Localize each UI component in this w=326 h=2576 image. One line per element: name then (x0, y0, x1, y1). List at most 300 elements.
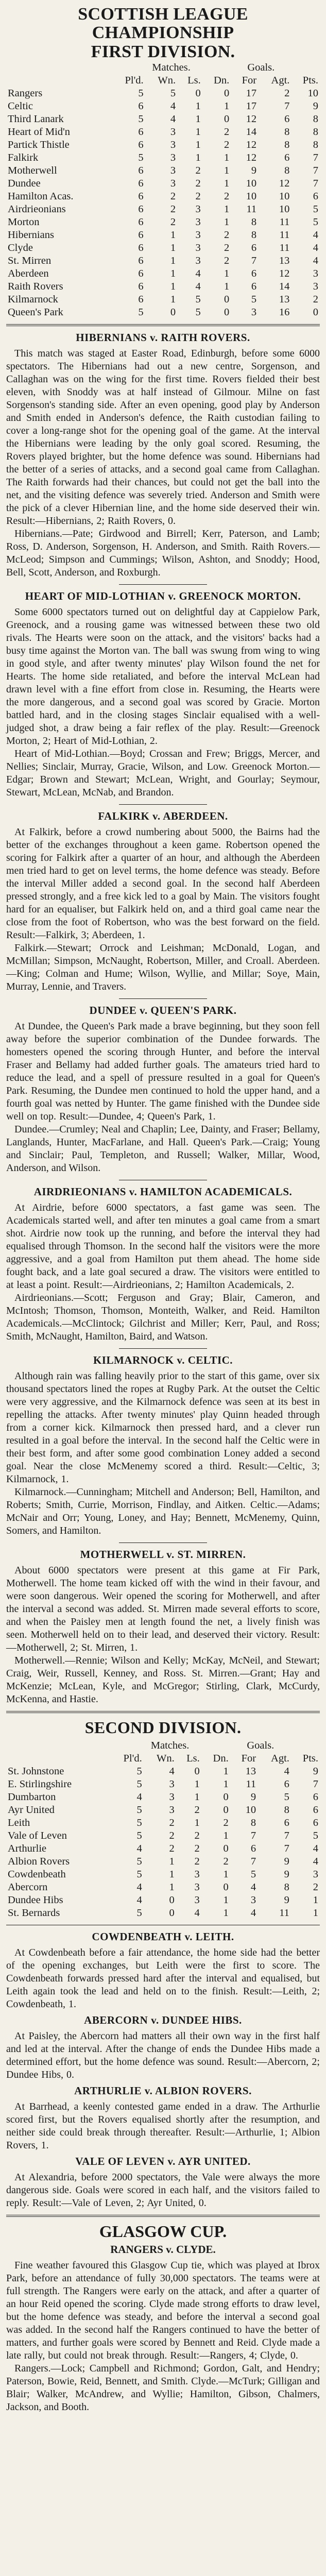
cell-pld: 5 (136, 1830, 142, 1842)
cell-agt: 10 (279, 191, 290, 202)
cell-agt: 6 (284, 152, 290, 164)
cell-pts: 9 (313, 1766, 318, 1777)
cell-dn: 1 (224, 281, 230, 293)
col-pld: Pl'd. (123, 1753, 142, 1765)
cell-pld: 6 (138, 268, 144, 280)
cell-pld: 6 (138, 281, 144, 293)
team-name: St. Johnstone (8, 1766, 64, 1777)
team-name: Raith Rovers (8, 281, 63, 293)
table-row (6, 1868, 320, 1881)
table-row (6, 1804, 320, 1817)
cell-for: 6 (251, 281, 257, 293)
cell-ls: 1 (195, 126, 201, 138)
cell-dn: 2 (224, 191, 230, 202)
col-agt: Agt. (271, 75, 290, 87)
report-heading: FALKIRK v. ABERDEEN. (98, 810, 228, 823)
result-body: At Alexandria, before 2000 spectators, the Vale were always the more dangerous side. Goals were scored in each half, and the visitors failed to reply. Result:—Vale of Leven, 2; Ayr United, 0. (6, 2172, 320, 2209)
cell-for: 9 (250, 1791, 256, 1803)
cell-pld: 4 (136, 1894, 142, 1906)
cell-wn: 1 (170, 281, 176, 293)
cell-ls: 1 (194, 1778, 200, 1790)
first-division-title-line1: SCOTTISH LEAGUE CHAMPIONSHIP (78, 5, 248, 42)
section-rule (6, 2215, 320, 2217)
cell-dn: 2 (224, 126, 230, 138)
cell-wn: 1 (170, 255, 176, 267)
col-for: For (241, 1753, 256, 1765)
cell-pld: 5 (138, 307, 144, 318)
cell-agt: 6 (284, 1778, 289, 1790)
cell-for: 7 (250, 1830, 256, 1842)
cell-pld: 6 (138, 294, 144, 306)
cell-dn: 1 (224, 100, 230, 112)
col-wn: Wn. (157, 1753, 175, 1765)
table-row (6, 1894, 320, 1907)
cell-for: 14 (246, 126, 257, 138)
table-row (6, 1791, 320, 1804)
cell-ls: 4 (194, 1907, 200, 1919)
cell-ls: 5 (195, 294, 201, 306)
second-division-result (6, 2155, 320, 2210)
cell-pld: 6 (138, 191, 144, 202)
cell-pts: 4 (313, 255, 318, 267)
team-name: Vale of Leven (8, 1830, 67, 1842)
table-row (6, 190, 320, 203)
cell-agt: 8 (284, 1804, 289, 1816)
report-heading: KILMARNOCK v. CELTIC. (93, 1354, 233, 1367)
cell-pts: 1 (313, 1907, 318, 1919)
col-dn: Dn. (214, 75, 230, 87)
team-name: Aberdeen (8, 268, 49, 280)
cell-wn: 2 (170, 191, 176, 202)
cell-for: 10 (246, 178, 257, 190)
table-row (6, 216, 320, 229)
cell-pld: 6 (138, 204, 144, 215)
first-division-columns (6, 74, 320, 87)
cell-dn: 1 (223, 1894, 229, 1906)
glasgow-cup-title: GLASGOW CUP. (99, 2222, 227, 2241)
report-heading: HEART OF MID-LOTHIAN v. GREENOCK MORTON. (25, 590, 301, 603)
cell-wn: 2 (169, 1843, 175, 1855)
cell-pts: 2 (313, 1882, 318, 1893)
cell-for: 10 (245, 1804, 256, 1816)
first-division-title-line2: FIRST DIVISION. (91, 42, 235, 62)
team-name: Heart of Mid'n (8, 126, 70, 138)
cell-agt: 13 (279, 294, 290, 306)
match-report (6, 810, 320, 999)
result-heading: COWDENBEATH v. LEITH. (92, 1930, 234, 1943)
team-name: St. Mirren (8, 255, 52, 267)
table-row (6, 242, 320, 255)
cell-pld: 4 (136, 1791, 142, 1803)
cell-dn: 1 (223, 1766, 229, 1777)
cell-pts: 9 (313, 100, 318, 112)
cell-pts: 7 (313, 165, 318, 177)
cell-dn: 0 (224, 307, 230, 318)
cell-ls: 2 (195, 191, 201, 202)
cell-pts: 6 (313, 1804, 318, 1816)
report-heading: MOTHERWELL v. ST. MIRREN. (80, 1548, 246, 1561)
cell-wn: 3 (170, 126, 176, 138)
cell-wn: 1 (170, 229, 176, 241)
cell-pld: 4 (136, 1843, 142, 1855)
cell-for: 5 (250, 1869, 256, 1880)
report-teams: Dundee.—Crumley; Neal and Chaplin; Lee, Dainty, and Fraser; Bellamy, Langlands, Hunter, MacFarlane, and Hall. Queen's Park.—Craig; Young and Sinclair; Paul, Templeton, and Russell; Walker, Millar, Wood, Anderson, and Wilson. (6, 1124, 320, 1174)
second-division-results (6, 1930, 320, 2210)
cell-pld: 6 (138, 216, 144, 228)
cell-ls: 3 (194, 1894, 200, 1906)
cell-ls: 5 (195, 307, 201, 318)
table-row (6, 100, 320, 113)
cell-pld: 6 (138, 242, 144, 254)
table-row (6, 1881, 320, 1894)
cell-agt: 9 (284, 1894, 289, 1906)
cell-dn: 1 (223, 1907, 229, 1919)
team-name: Kilmarnock (8, 294, 58, 306)
table-row (6, 293, 320, 306)
glasgow-cup-teams: Rangers.—Lock; Campbell and Richmond; Gordon, Galt, and Hendry; Paterson, Bowie, Reid, Bennett, and Smith. Clyde.—McTurk; Gilligan and Blair; Walker, McAndrew, and Wyllie; Hamilton, Gibson, Chalmers, Jackson, and Booth. (6, 2363, 320, 2413)
cell-agt: 12 (279, 268, 290, 280)
cell-pld: 5 (136, 1778, 142, 1790)
second-division-title: SECOND DIVISION. (84, 1718, 242, 1737)
col-dn: Dn. (213, 1753, 229, 1765)
col-agt: Agt. (271, 1753, 289, 1765)
col-for: For (242, 75, 257, 87)
cell-ls: 4 (195, 268, 201, 280)
cell-for: 4 (250, 1907, 256, 1919)
cell-dn: 1 (223, 1778, 229, 1790)
cell-ls: 0 (194, 1766, 200, 1777)
second-division-header-group (6, 1739, 320, 1752)
goals-label: Goals. (247, 1740, 274, 1752)
report-body: Some 6000 spectators turned out on delightful day at Cappielow Park, Greenock, and a rousing game was witnessed between these two old rivals. The Hearts were soon on the attack, and the visitors' backs had a busy time against the Morton van. The ball was swung from wing to wing in good style, and after twenty minutes' play Wilson found the net for Hearts. The home side retaliated, and before the interval McLean had drawn level with a fine effort from close in. Resuming, the Hearts were the more dangerous, and a second goal was scored by Gracie. Morton battled hard, and in the closing stages Sinclair equalised with a well-judged shot, a draw being a fair reflex of the play. Result:—Greenock Morton, 2; Heart of Mid-Lothian, 2. (6, 606, 320, 747)
cell-agt: 11 (279, 216, 290, 228)
cell-for: 12 (246, 139, 257, 151)
cell-ls: 2 (195, 165, 201, 177)
result-body: At Barrhead, a keenly contested game ended in a draw. The Arthurlie scored first, but the Rovers equalised shortly after the resumption, and neither side could break through thereafter. Result:—Arthurlie, 1; Albion Rovers, 1. (6, 2101, 320, 2151)
team-name: Airdrieonians (8, 204, 66, 215)
team-name: Dundee Hibs (8, 1894, 63, 1906)
table-row (6, 1829, 320, 1842)
report-divider (119, 584, 207, 585)
report-heading: HIBERNIANS v. RAITH ROVERS. (76, 331, 250, 344)
cell-for: 8 (251, 216, 257, 228)
cell-dn: 2 (223, 1856, 229, 1868)
cell-dn: 1 (224, 178, 230, 190)
report-body: At Airdrie, before 6000 spectators, a fast game was seen. The Academicals started well, and after ten minutes a goal came from a smart shot. Airdrie now took up the running, and before the interval they had equalised through Thomson. In the second half the visitors were the more aggressive, and a goal from Hamilton put them ahead. The home side fought back, and a late goal secured a draw. The visitors were entitled to at least a point. Result:—Airdrieonians, 2; Hamilton Academicals, 2. (6, 1202, 320, 1291)
cell-agt: 7 (284, 100, 290, 112)
cell-pld: 6 (138, 165, 144, 177)
second-division-rows (6, 1765, 320, 1920)
cell-pts: 5 (313, 1830, 318, 1842)
cell-ls: 3 (195, 216, 201, 228)
cell-pts: 6 (313, 1791, 318, 1803)
match-report (6, 1354, 320, 1543)
table-row (6, 151, 320, 164)
cell-pts: 3 (313, 268, 318, 280)
cell-wn: 5 (170, 88, 176, 99)
cell-ls: 2 (194, 1830, 200, 1842)
cell-wn: 3 (169, 1791, 175, 1803)
cell-agt: 8 (284, 1882, 289, 1893)
cell-dn: 0 (224, 88, 230, 99)
table-row (6, 1842, 320, 1855)
cell-agt: 5 (284, 1791, 289, 1803)
cell-pts: 0 (313, 307, 318, 318)
cell-ls: 1 (195, 152, 201, 164)
match-report (6, 1185, 320, 1349)
team-name: Cowdenbeath (8, 1869, 66, 1880)
cell-pts: 2 (313, 294, 318, 306)
cell-wn: 0 (169, 1894, 175, 1906)
cell-for: 5 (251, 294, 257, 306)
cell-pts: 4 (313, 1856, 318, 1868)
cell-dn: 1 (224, 165, 230, 177)
team-name: Motherwell (8, 165, 57, 177)
cell-agt: 13 (279, 255, 290, 267)
cell-for: 8 (250, 1817, 256, 1829)
cell-for: 12 (246, 113, 257, 125)
cell-agt: 10 (279, 204, 290, 215)
glasgow-cup-subheading: RANGERS v. CLYDE. (110, 2243, 216, 2256)
cell-pts: 5 (313, 204, 318, 215)
cell-wn: 1 (169, 1856, 175, 1868)
cell-pld: 5 (138, 88, 144, 99)
cell-pts: 8 (313, 126, 318, 138)
cell-pld: 6 (138, 126, 144, 138)
cell-dn: 1 (224, 204, 230, 215)
cell-pld: 6 (138, 255, 144, 267)
cell-pts: 8 (313, 113, 318, 125)
cell-wn: 4 (169, 1766, 175, 1777)
cell-for: 6 (250, 1843, 256, 1855)
cell-pts: 1 (313, 1894, 318, 1906)
cell-dn: 1 (224, 268, 230, 280)
cell-for: 7 (250, 1856, 256, 1868)
first-division-rows (6, 87, 320, 319)
cell-pts: 4 (313, 229, 318, 241)
table-row (6, 113, 320, 126)
cell-pts: 7 (313, 1778, 318, 1790)
match-reports (6, 331, 320, 1706)
report-body: At Falkirk, before a crowd numbering about 5000, the Bairns had the better of the exchanges throughout a keen game. Robertson opened the scoring for Falkirk after a quarter of an hour, and although the Aberdeen men tried hard to get on level terms, the home defence was steady. Before the interval Miller added a second goal. In the second half Aberdeen pressed strongly, and a free kick led to a goal by Main. The visitors fought hard for an equaliser, but Falkirk held on, and a third goal came near the close from the foot of Robertson, who was the best forward on the field. Result:—Falkirk, 3; Aberdeen, 1. (6, 826, 320, 941)
cell-pld: 5 (136, 1856, 142, 1868)
cell-pts: 3 (313, 1869, 318, 1880)
team-name: Hibernians (8, 229, 54, 241)
cell-pld: 5 (136, 1766, 142, 1777)
cell-for: 17 (246, 88, 257, 99)
cell-dn: 0 (223, 1791, 229, 1803)
cell-pts: 8 (313, 139, 318, 151)
second-division-table (6, 1739, 320, 1920)
cell-dn: 2 (224, 242, 230, 254)
cell-pld: 5 (136, 1817, 142, 1829)
cell-agt: 8 (284, 139, 290, 151)
cell-wn: 0 (169, 1907, 175, 1919)
team-name: Dumbarton (8, 1791, 56, 1803)
col-wn: Wn. (158, 75, 176, 87)
col-pts: Pts. (302, 75, 318, 87)
cell-for: 12 (246, 152, 257, 164)
cell-wn: 1 (169, 1882, 175, 1893)
report-divider (119, 998, 207, 999)
report-divider (119, 804, 207, 805)
cell-for: 3 (250, 1894, 256, 1906)
table-row (6, 1778, 320, 1791)
cell-pld: 5 (136, 1804, 142, 1816)
cell-ls: 3 (195, 229, 201, 241)
cell-ls: 0 (195, 88, 201, 99)
glasgow-cup-body: Fine weather favoured this Glasgow Cup tie, which was played at Ibrox Park, before an attendance of fully 30,000 spectators. The teams were at full strength. The Rangers were early on the attack, and after a quarter of an hour Reid opened the scoring. Clyde made strong efforts to draw level, but the home defence was steady, and before the interval a second goal was added. In the second half the Rangers continued to have the better of matters, and further goals were scored by Bennett and Reid. Clyde made a late rally, but could not break through. Result:—Rangers, 4; Clyde, 0. (6, 2260, 320, 2362)
matches-label: Matches. (152, 62, 191, 74)
cell-for: 17 (246, 100, 257, 112)
cell-agt: 8 (284, 165, 290, 177)
report-heading: DUNDEE v. QUEEN'S PARK. (89, 1004, 237, 1017)
cell-ls: 2 (194, 1856, 200, 1868)
cell-agt: 6 (284, 113, 290, 125)
team-name: Albion Rovers (8, 1856, 70, 1868)
cell-dn: 0 (224, 113, 230, 125)
table-row (6, 177, 320, 190)
table-row (6, 267, 320, 280)
team-name: Morton (8, 216, 40, 228)
cell-wn: 1 (170, 268, 176, 280)
report-divider (119, 1348, 207, 1349)
table-row (6, 139, 320, 151)
team-name: Queen's Park (8, 307, 63, 318)
second-division-result (6, 1930, 320, 2011)
report-heading: AIRDRIEONIANS v. HAMILTON ACADEMICALS. (33, 1185, 293, 1198)
table-row (6, 255, 320, 267)
first-division-header-group (6, 61, 320, 74)
cell-for: 11 (246, 1778, 256, 1790)
cell-wn: 4 (170, 100, 176, 112)
cell-ls: 2 (194, 1843, 200, 1855)
result-heading: ARTHURLIE v. ALBION ROVERS. (74, 2084, 252, 2097)
table-row (6, 1907, 320, 1920)
report-teams: Motherwell.—Rennie; Wilson and Kelly; McKay, McNeil, and Stewart; Craig, Weir, Russell, Kenney, and Ross. St. Mirren.—Grant; Hay and McKenzie; McLean, Kyle, and McGregor; Stirling, Clark, McCurdy, McKenna, and Hastie. (6, 1655, 320, 1705)
table-row (6, 280, 320, 293)
cell-dn: 0 (223, 1804, 229, 1816)
table-row (6, 87, 320, 100)
cell-pld: 5 (138, 113, 144, 125)
team-name: E. Stirlingshire (8, 1778, 72, 1790)
cell-pts: 10 (307, 88, 318, 99)
cell-ls: 3 (195, 242, 201, 254)
report-body: At Dundee, the Queen's Park made a brave beginning, but they soon fell away before the superior combination of the Dundee forwards. The homesters opened the scoring through Hunter, and before the interval Fraser and Bellamy had added further goals. The amateurs tried hard to reduce the lead, and a spell of pressure resulted in a goal for Queen's Park. Resuming, the Dundee men continued to hold the upper hand, and a fourth goal was netted by Hunter. The game finished with the Dundee side well on top. Result:—Dundee, 4; Queen's Park, 1. (6, 1021, 320, 1123)
cell-wn: 1 (170, 242, 176, 254)
report-teams: Falkirk.—Stewart; Orrock and Leishman; McDonald, Logan, and McMillan; Simpson, McNaught, Robertson, Miller, and Croall. Aberdeen.—King; Colman and Hume; Wilson, Wyllie, and Millar; Soye, Main, Murray, Lennie, and Travers. (6, 942, 320, 993)
report-body: Although rain was falling heavily prior to the start of this game, over six thousand spectators lined the ropes at Rugby Park. At the outset the Celtic were very aggressive, and the Kilmarnock defence was seen at its best in repelling the attacks. After twenty minutes' play Quinn headed through from a corner kick. Kilmarnock then pressed hard, and a clever run resulted in a goal before the interval. In the second half the Celtic were in their best form, and after some good combination Loney added a second goal. Near the close McMenemy scored a third. Result:—Celtic, 3; Kilmarnock, 1. (6, 1370, 320, 1485)
cell-pts: 4 (313, 242, 318, 254)
team-name: Dundee (8, 178, 41, 190)
cell-wn: 2 (170, 216, 176, 228)
cell-pts: 3 (313, 281, 318, 293)
cell-wn: 3 (170, 178, 176, 190)
cell-agt: 9 (284, 1856, 289, 1868)
cell-agt: 7 (284, 1843, 289, 1855)
cell-wn: 2 (169, 1817, 175, 1829)
team-name: St. Bernards (8, 1907, 60, 1919)
table-row (6, 1765, 320, 1778)
team-name: Ayr United (8, 1804, 55, 1816)
cell-wn: 0 (170, 307, 176, 318)
cell-for: 11 (246, 204, 257, 215)
cell-dn: 0 (223, 1882, 229, 1893)
cell-pld: 5 (138, 152, 144, 164)
cell-dn: 1 (224, 152, 230, 164)
team-name: Clyde (8, 242, 33, 254)
cell-agt: 14 (279, 281, 290, 293)
team-name: Third Lanark (8, 113, 64, 125)
cell-dn: 1 (223, 1830, 229, 1842)
cell-dn: 2 (224, 139, 230, 151)
cell-ls: 1 (195, 100, 201, 112)
match-report (6, 590, 320, 805)
report-body: About 6000 spectators were present at this game at Fir Park, Motherwell. The home team kicked off with the wind in their favour, and were soon dangerous. Weir opened the scoring for Motherwell, and after the interval a second was added. St. Mirren made several efforts to score, and when the Paisley men at length found the net, a lively finish was seen. Motherwell held on to their lead, and deserved their victory. Result:—Motherwell, 2; St. Mirren, 1. (6, 1565, 320, 1654)
table-row (6, 126, 320, 139)
cell-pts: 7 (313, 152, 318, 164)
team-name: Falkirk (8, 152, 39, 164)
match-report (6, 331, 320, 585)
cell-agt: 9 (284, 1869, 289, 1880)
cell-ls: 1 (194, 1791, 200, 1803)
cell-agt: 6 (284, 1817, 289, 1829)
cell-agt: 16 (279, 307, 290, 318)
report-body: This match was staged at Easter Road, Edinburgh, before some 6000 spectators. The Hibernians had out a new centre, Sorgenson, and Callaghan was on the wing for the first time. Rovers fielded their best eleven, with Snoddy was at half instead of Gilmour. Milne on fast Sorgenson's standing side. After an even opening, good play by Anderson and Smith ended in Anderson's defence, the Raith custodian failing to cover a long-range shot for the opening goal of the game. At the interval the Hibernians were leading by the only goal scored. Resuming, the Rovers played brighter, but the home defence was sound. Hibernians had the better of a series of attacks, and a second goal came from Callaghan. The Raith forwards had their chances, but could not get the ball into the net, and the visiting defence was severely tried. Anderson and Smith were the pick of a clever Hibernian line, and the home side deserved their win. Result:—Hibernians, 2; Raith Rovers, 0. (6, 348, 320, 527)
team-name: Celtic (8, 100, 33, 112)
cell-pld: 5 (136, 1869, 142, 1880)
cell-for: 13 (245, 1766, 256, 1777)
match-report (6, 1548, 320, 1706)
cell-dn: 1 (223, 1869, 229, 1880)
result-heading: ABERCORN v. DUNDEE HIBS. (84, 2014, 242, 2027)
table-row (6, 1855, 320, 1868)
col-ls: Ls. (186, 1753, 200, 1765)
cell-pld: 6 (138, 100, 144, 112)
cell-pts: 7 (313, 178, 318, 190)
cell-ls: 2 (195, 178, 201, 190)
table-row (6, 1817, 320, 1829)
table-row (6, 203, 320, 216)
cell-for: 6 (251, 242, 257, 254)
cell-pld: 5 (136, 1907, 142, 1919)
cell-pld: 6 (138, 178, 144, 190)
team-name: Arthurlie (8, 1843, 47, 1855)
match-report (6, 1004, 320, 1180)
result-body: At Cowdenbeath before a fair attendance, the home side had the better of the opening exchanges, but Leith were the first to score. The Cowdenbeath forwards pressed hard after the interval and equalised, but Leith again took the lead and held on to the finish. Result:—Leith, 2; Cowdenbeath, 1. (6, 1947, 320, 2010)
cell-ls: 1 (194, 1817, 200, 1829)
matches-label: Matches. (150, 1740, 190, 1752)
cell-dn: 0 (224, 294, 230, 306)
team-name: Abercorn (8, 1882, 48, 1893)
cell-ls: 3 (195, 255, 201, 267)
cell-wn: 4 (170, 113, 176, 125)
cell-dn: 2 (224, 255, 230, 267)
cell-pts: 5 (313, 216, 318, 228)
cell-ls: 4 (195, 281, 201, 293)
cell-ls: 2 (194, 1804, 200, 1816)
cell-wn: 2 (169, 1830, 175, 1842)
second-division-result (6, 2014, 320, 2081)
col-ls: Ls. (187, 75, 201, 87)
cell-ls: 3 (194, 1869, 200, 1880)
second-division-columns (6, 1752, 320, 1765)
cell-pts: 6 (313, 1817, 318, 1829)
team-name: Rangers (8, 88, 43, 99)
result-body: At Paisley, the Abercorn had matters all their own way in the first half and led at the interval. After the change of ends the Dundee Hibs made a determined effort, but the home defence was sound. Result:—Abercorn, 2; Dundee Hibs, 0. (6, 2030, 320, 2081)
cell-agt: 8 (284, 126, 290, 138)
report-teams: Hibernians.—Pate; Girdwood and Birrell; Kerr, Paterson, and Lamb; Ross, D. Anderson, Sorgenson, H. Anderson, and Smith. Raith Rovers.—McLeod; Simpson and Cummings; Wilson, Ashton, and Snoddy; Hood, Bell, Scott, Anderson, and Roxburgh. (6, 528, 320, 579)
